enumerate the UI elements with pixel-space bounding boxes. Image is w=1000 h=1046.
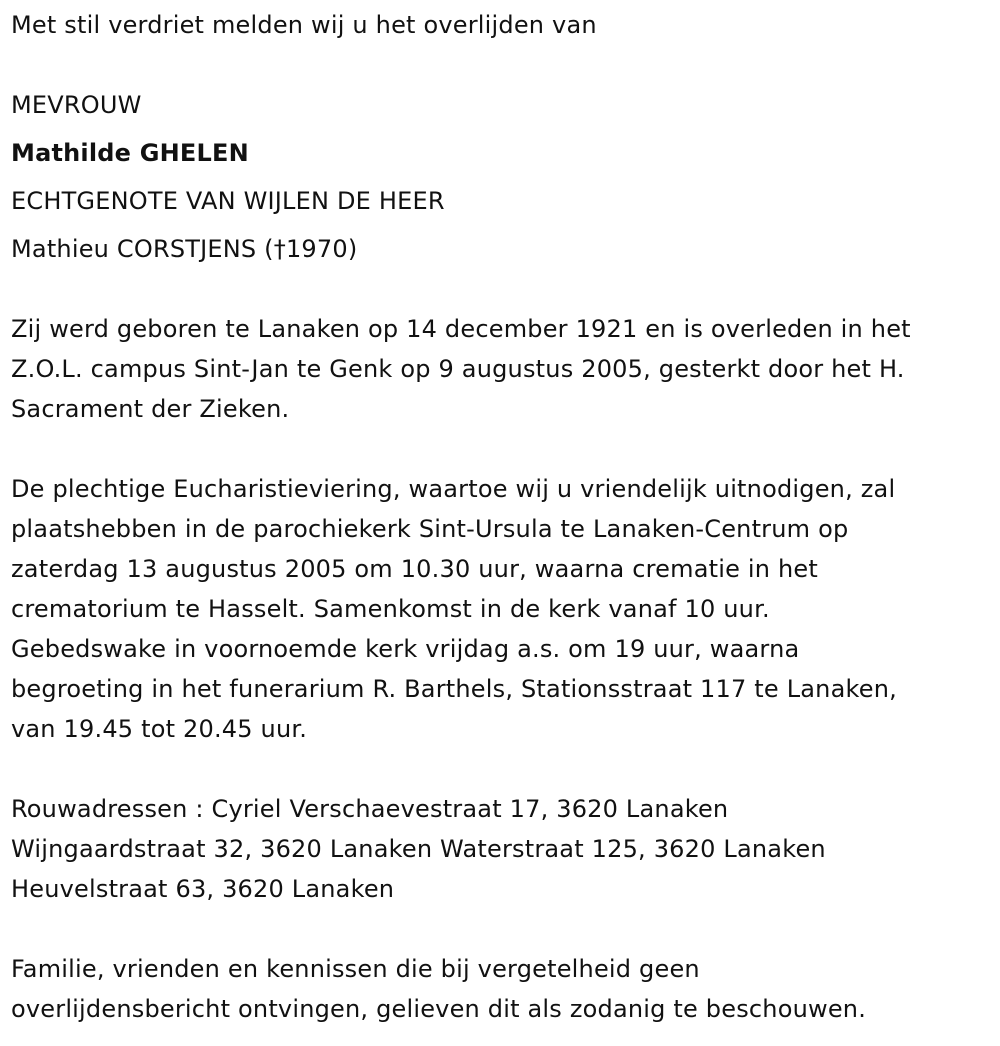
closing-line: Familie, vrienden en kennissen die bij vergetelheid geen: [11, 955, 700, 983]
deceased-title: MEVROUW: [11, 91, 142, 119]
spouse-line: ECHTGENOTE VAN WIJLEN DE HEER: [11, 187, 445, 215]
service-line: begroeting in het funerarium R. Barthels, Stationsstraat 117 te Lanaken,: [11, 675, 897, 703]
service-line: zaterdag 13 augustus 2005 om 10.30 uur, waarna crematie in het: [11, 555, 818, 583]
closing-line: overlijdensbericht ontvingen, gelieven dit als zodanig te beschouwen.: [11, 995, 867, 1023]
intro-text: Met stil verdriet melden wij u het overlijden van: [11, 11, 597, 39]
spouse-death-year: 1970): [285, 235, 358, 263]
deceased-name: Mathilde GHELEN: [11, 139, 249, 167]
service-line: van 19.45 tot 20.45 uur.: [11, 715, 308, 743]
cross-icon: †: [273, 235, 286, 263]
birth-line: Z.O.L. campus Sint-Jan te Genk op 9 augustus 2005, gesterkt door het H.: [11, 355, 905, 383]
service-line: Gebedswake in voornoemde kerk vrijdag a.s. om 19 uur, waarna: [11, 635, 800, 663]
address-line: Heuvelstraat 63, 3620 Lanaken: [11, 875, 395, 903]
birth-line: Zij werd geboren te Lanaken op 14 december 1921 en is overleden in het: [11, 315, 911, 343]
address-line: Wijngaardstraat 32, 3620 Lanaken Waterstraat 125, 3620 Lanaken: [11, 835, 826, 863]
service-line: De plechtige Eucharistieviering, waartoe wij u vriendelijk uitnodigen, zal: [11, 475, 896, 503]
spouse-name: [11, 229, 357, 269]
spouse-name-text: Mathieu CORSTJENS (: [11, 235, 274, 263]
birth-line: Sacrament der Zieken.: [11, 395, 290, 423]
address-line: Rouwadressen : Cyriel Verschaevestraat 17, 3620 Lanaken: [11, 795, 729, 823]
service-line: crematorium te Hasselt. Samenkomst in de kerk vanaf 10 uur.: [11, 595, 770, 623]
service-line: plaatshebben in de parochiekerk Sint-Ursula te Lanaken-Centrum op: [11, 515, 849, 543]
